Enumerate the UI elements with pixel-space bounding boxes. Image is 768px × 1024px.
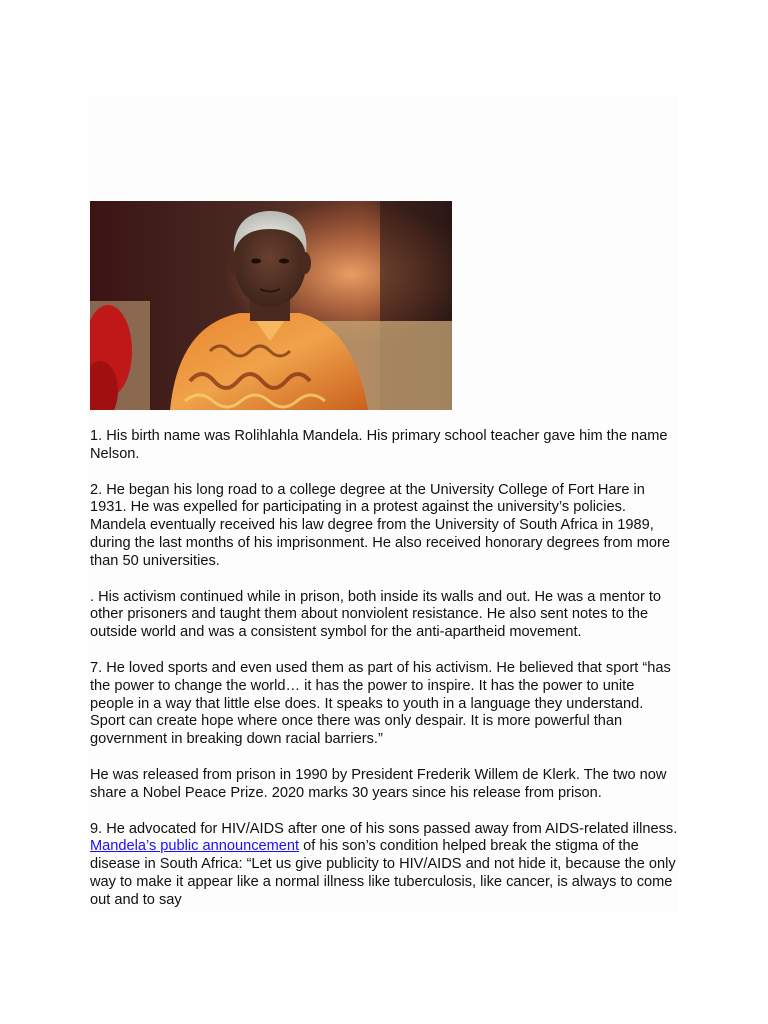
paragraph-6-tail: of his son’s condition helped break the stigma of the disease in South Africa: “Let us give publicity to HIV/AIDS and not hide it, because the only way to make it appear like a normal illness like tuberculosis, like cancer, is always to come out and to say: [90, 838, 676, 908]
paragraph-5: He was released from prison in 1990 by President Frederik Willem de Klerk. The two now share a Nobel Peace Prize. 2020 marks 30 years since his release from prison.: [90, 766, 667, 801]
paragraph-6: [90, 821, 680, 910]
paragraph-4: 7. He loved sports and even used them as part of his activism. He believed that sport “has the power to change the world… it has the power to inspire. It has the power to unite people in a way that little else does. It speaks to youth in a language they understand. Sport can create hope where once there was only despair. It is more powerful than government in breaking down racial barriers.”: [90, 659, 671, 748]
paragraph-1: 1. His birth name was Rolihlahla Mandela. His primary school teacher gave him the name Nelson.: [90, 428, 668, 462]
portrait-photo: [90, 201, 452, 410]
paragraph-3: . His activism continued while in prison, both inside its walls and out. He was a mentor to other prisoners and taught them about nonviolent resistance. He also sent notes to the outside world and was a consistent symbol for the anti-apartheid movement.: [90, 588, 662, 641]
paragraph-2: 2. He began his long road to a college degree at the University College of Fort Hare in 1931. He was expelled for participating in a protest against the university’s policies. Mandela eventually received his law degree from the University of South Africa in 1989, during the last months of his imprisonment. He also received honorary degrees from more than 50 universities.: [90, 481, 670, 569]
announcement-link[interactable]: Mandela’s public announcement: [90, 838, 300, 855]
paragraph-6-lead: 9. He advocated for HIV/AIDS after one of his sons passed away from AIDS-related illness.: [90, 820, 678, 837]
document-body: [90, 428, 680, 928]
